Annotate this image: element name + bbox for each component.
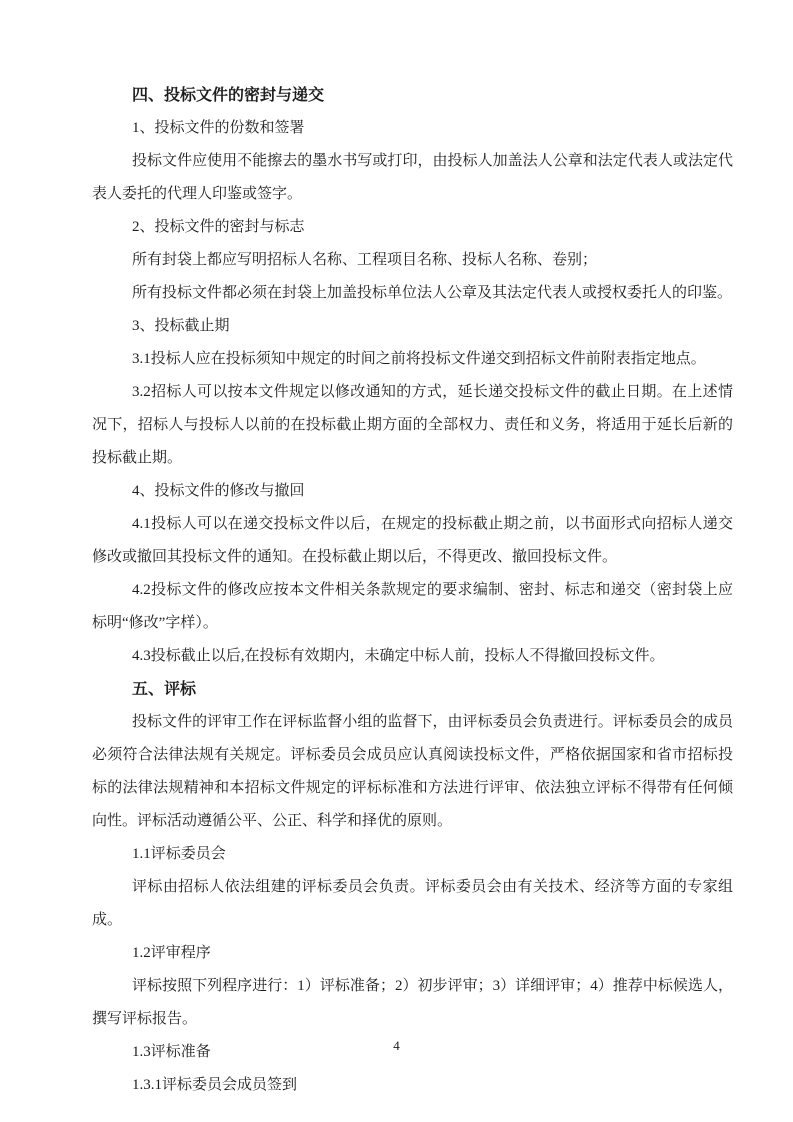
section-heading: 四、投标文件的密封与递交 [132, 87, 325, 104]
paragraph: 评标由招标人依法组建的评标委员会负责。评标委员会由有关技术、经济等方面的专家组成。 [92, 879, 733, 928]
page-footer [0, 1036, 793, 1056]
clause-heading: 1.3评标准备 [132, 1044, 211, 1060]
clause-heading: 2、投标文件的密封与标志 [132, 219, 305, 235]
paragraph: 3.2招标人可以按本文件规定以修改通知的方式，延长递交投标文件的截止日期。在上述情况下，招标人与投标人以前的在投标截止期方面的全部权力、责任和义务，将适用于延长后新的投标截止期。 [92, 384, 733, 466]
clause-heading: 1.2评审程序 [132, 945, 211, 961]
clause-heading: 3、投标截止期 [132, 318, 230, 334]
paragraph: 4.1投标人可以在递交投标文件以后，在规定的投标截止期之前，以书面形式向招标人递交修改或撤回其投标文件的通知。在投标截止期以后，不得更改、撤回投标文件。 [92, 516, 733, 565]
page-number: 4 [393, 1038, 400, 1053]
paragraph: 投标文件应使用不能擦去的墨水书写或打印，由投标人加盖法人公章和法定代表人或法定代表人委托的代理人印鉴或签字。 [92, 153, 733, 202]
section-heading: 五、评标 [132, 681, 197, 698]
document-content [92, 79, 733, 1102]
paragraph: 4.2投标文件的修改应按本文件相关条款规定的要求编制、密封、标志和递交（密封袋上应标明“修改”字样）。 [92, 582, 733, 631]
clause-heading: 1.3.1评标委员会成员签到 [132, 1077, 298, 1093]
clause-heading: 1、投标文件的份数和签署 [132, 120, 305, 136]
paragraph: 所有投标文件都必须在封袋上加盖投标单位法人公章及其法定代表人或授权委托人的印鉴。 [132, 285, 733, 301]
clause-heading: 4、投标文件的修改与撤回 [132, 483, 305, 499]
paragraph: 4.3投标截止以后,在投标有效期内，未确定中标人前，投标人不得撤回投标文件。 [132, 648, 665, 664]
clause-heading: 1.1评标委员会 [132, 846, 226, 862]
paragraph: 评标按照下列程序进行：1）评标准备；2）初步评审；3）详细评审；4）推荐中标候选人，撰写评标报告。 [92, 978, 733, 1027]
paragraph: 3.1投标人应在投标须知中规定的时间之前将投标文件递交到招标文件前附表指定地点。 [132, 351, 706, 367]
paragraph: 所有封袋上都应写明招标人名称、工程项目名称、投标人名称、卷别； [132, 252, 598, 268]
paragraph: 投标文件的评审工作在评标监督小组的监督下，由评标委员会负责进行。评标委员会的成员必须符合法律法规有关规定。评标委员会成员应认真阅读投标文件，严格依据国家和省市招标投标的法律法规精神和本招标文件规定的评标标准和方法进行评审、依法独立评标不得带有任何倾向性。评标活动遵循公平、公正、科学和择优的原则。 [92, 714, 733, 829]
